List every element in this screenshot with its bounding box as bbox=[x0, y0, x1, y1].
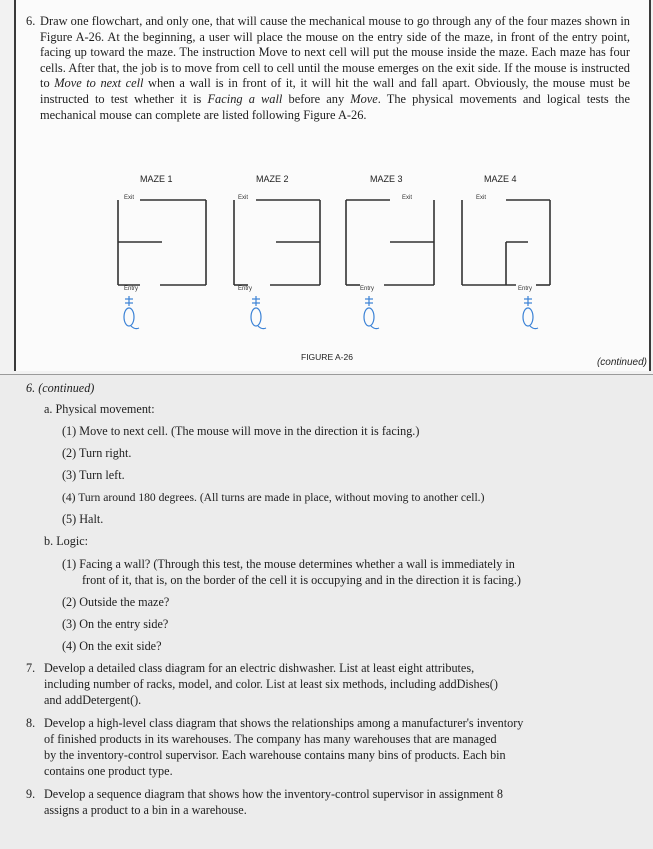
q6-line-7b: before any bbox=[282, 91, 351, 106]
q7-line: and addDetergent(). bbox=[44, 693, 142, 707]
movement-item: (4) Turn around 180 degrees. (All turns are made in place, without moving to another cell.) bbox=[62, 491, 485, 504]
maze-2-mouse-icon bbox=[251, 296, 266, 329]
movement-item: (2) Turn right. bbox=[62, 446, 132, 460]
figure-caption: FIGURE A-26 bbox=[301, 352, 353, 362]
physical-movement-label: a. Physical movement: bbox=[44, 402, 155, 416]
q7-line: Develop a detailed class diagram for an electric dishwasher. List at least eight attributes, bbox=[44, 661, 475, 675]
q6-italic-move-to: Move to bbox=[54, 76, 96, 91]
maze-2-title: MAZE 2 bbox=[256, 174, 289, 184]
q6-italic-next-cell: next cell bbox=[100, 76, 144, 91]
maze-3 bbox=[346, 174, 434, 329]
maze-2-entry-label: Entry bbox=[238, 286, 253, 292]
continued-header-text: 6. (continued) bbox=[26, 381, 95, 395]
q8-line: by the inventory-control supervisor. Each warehouse contains many bins of products. Each bin bbox=[44, 748, 506, 762]
q6-line-7a: be instructed to test whether it is bbox=[40, 76, 630, 106]
maze-3-exit-label: Exit bbox=[402, 195, 413, 201]
q6-line-6: when a wall is in front of it, it will hit the wall and fall apart. Obviously, the mouse must bbox=[143, 76, 614, 91]
maze-3-title: MAZE 3 bbox=[370, 174, 403, 184]
logic-item: (2) Outside the maze? bbox=[62, 595, 170, 609]
question-9-number: 9. bbox=[26, 787, 36, 801]
q9-line: assigns a product to a bin in a warehouse. bbox=[44, 803, 247, 817]
maze-1 bbox=[118, 174, 206, 329]
logic-label: b. Logic: bbox=[44, 534, 89, 548]
logic-item: (1) Facing a wall? (Through this test, the mouse determines whether a wall is immediately in bbox=[62, 557, 515, 571]
maze-4-exit-label: Exit bbox=[476, 195, 487, 201]
maze-2-exit-label: Exit bbox=[238, 195, 249, 201]
logic-item: (4) On the exit side? bbox=[62, 639, 162, 653]
continued-header bbox=[26, 381, 94, 396]
maze-figure bbox=[0, 0, 653, 371]
maze-4-entry-label: Entry bbox=[518, 286, 533, 292]
movement-item: (1) Move to next cell. (The mouse will move in the direction it is facing.) bbox=[62, 424, 420, 438]
question-8-number: 8. bbox=[26, 716, 36, 730]
q7-line: including number of racks, model, and color. List at least six methods, including addDishes() bbox=[44, 677, 498, 691]
q6-italic-facing: Facing a wall bbox=[207, 91, 283, 106]
logic-item: (3) On the entry side? bbox=[62, 617, 169, 631]
maze-1-entry-label: Entry bbox=[124, 286, 139, 292]
maze-1-exit-label: Exit bbox=[124, 195, 135, 201]
logic-item-continuation: front of it, that is, on the border of the cell it is occupying and in the direction it is facing.) bbox=[82, 573, 521, 587]
maze-3-entry-label: Entry bbox=[360, 286, 375, 292]
q6-italic-move: Move bbox=[350, 91, 378, 106]
q6-line-1: Draw one flowchart, and only one, that will cause the mechanical mouse to go through any of the bbox=[40, 14, 524, 28]
question-7-number: 7. bbox=[26, 661, 36, 675]
maze-4-mouse-icon bbox=[523, 296, 538, 329]
movement-item: (5) Halt. bbox=[62, 512, 104, 526]
q8-line: Develop a high-level class diagram that shows the relationships among a manufacturer's inventory bbox=[44, 716, 524, 730]
maze-2 bbox=[234, 174, 320, 329]
maze-1-mouse-icon bbox=[124, 296, 139, 329]
q9-line: Develop a sequence diagram that shows how the inventory-control supervisor in assignment 8 bbox=[44, 787, 503, 801]
continued-note: (continued) bbox=[596, 357, 647, 368]
maze-1-title: MAZE 1 bbox=[140, 174, 173, 184]
q8-line: of finished products in its warehouses. The company has many warehouses that are managed bbox=[44, 732, 497, 746]
q6-line-4: cell will put the mouse inside the maze. Each maze has four cells. After that, the job is to move bbox=[40, 45, 630, 75]
q6-line-2: four mazes shown in Figure A-26. At the beginning, a user will place the mouse on the entry side bbox=[40, 14, 631, 44]
maze-4-title: MAZE 4 bbox=[484, 174, 517, 184]
q6-line-3: of the maze, in front of the entry point, facing up toward the maze. The instruction Move to next bbox=[40, 29, 630, 60]
question-number: 6. bbox=[26, 14, 36, 28]
maze-4 bbox=[462, 174, 550, 329]
q8-line: contains one product type. bbox=[44, 764, 173, 778]
q6-line-8: logical tests the mechanical mouse can complete are listed following Figure A-26. bbox=[40, 91, 630, 122]
q6-line-7c: . The physical movements and bbox=[377, 91, 541, 106]
maze-3-mouse-icon bbox=[364, 296, 379, 329]
q6-line-5: from cell to cell until the mouse emerges on the exit side. If the mouse is instructed to bbox=[40, 60, 630, 91]
movement-item: (3) Turn left. bbox=[62, 468, 125, 482]
